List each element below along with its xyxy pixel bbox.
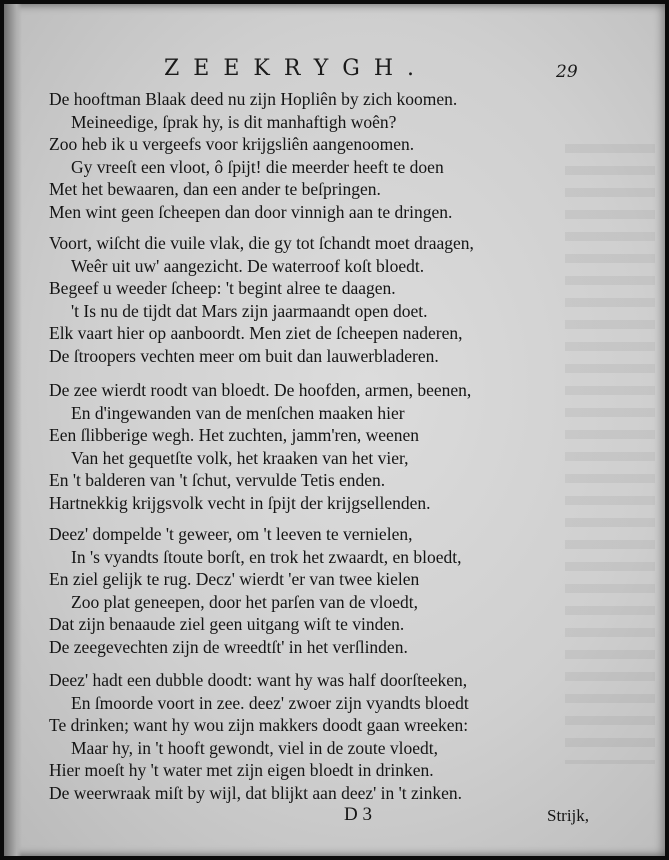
verse-line: Van het gequetſte volk, het kraaken van het vier, — [71, 447, 409, 468]
stanza-2 — [49, 232, 474, 368]
verse-line: Hartnekkig krijgsvolk vecht in ſpijt der krijgsellenden. — [49, 492, 431, 513]
verse-line: En ſmoorde voort in zee. deez' zwoer zijn vyandts bloedt — [71, 692, 469, 713]
signature-mark: D 3 — [344, 804, 372, 825]
verse-line: Deez' hadt een dubble doodt: want hy was half doorſteeken, — [49, 670, 468, 690]
catchword: Strijk, — [547, 806, 590, 825]
verse-line: Zoo plat geneepen, door het parſen van de vloedt, — [71, 591, 418, 612]
verse-line: Voort, wiſcht die vuile vlak, die gy tot ſchandt moet draagen, — [49, 233, 474, 253]
verse-line: Met het bewaaren, dan een ander te beſpringen. — [49, 179, 381, 200]
verse-line: Hier moeſt hy 't water met zijn eigen bloedt in drinken. — [49, 760, 434, 781]
verse-line: 't Is nu de tijdt dat Mars zijn jaarmaandt open doet. — [71, 300, 428, 321]
verse-line: Gy vreeſt een vloot, ô ſpijt! die meerder heeft te doen — [71, 156, 444, 177]
verse-line: Elk vaart hier op aanboordt. Men ziet de ſcheepen naderen, — [49, 323, 463, 344]
verse-line: Meineedige, ſprak hy, is dit manhaftigh woên? — [71, 111, 397, 132]
running-title: ZEEKRYGH. — [164, 56, 429, 81]
verse-line: De zee wierdt roodt van bloedt. De hoofden, armen, beenen, — [49, 380, 472, 400]
verse-line: In 's vyandts ſtoute borſt, en trok het zwaardt, en bloedt, — [71, 546, 462, 567]
verse-line: De weerwraak miſt by wijl, dat blijkt aan deez' in 't zinken. — [49, 782, 463, 803]
verse-line: En d'ingewanden van de menſchen maaken hier — [71, 402, 405, 423]
verse-line: Maar hy, in 't hooft gewondt, viel in de zoute vloedt, — [71, 737, 439, 758]
verse-line: De zeegevechten zijn de wreedtſt' in het verſlinden. — [49, 636, 408, 657]
verse-line: Een ſlibberige wegh. Het zuchten, jamm'ren, weenen — [49, 425, 420, 446]
verse-line: Te drinken; want hy wou zijn makkers doodt gaan wreeken: — [49, 715, 469, 736]
verse-line: Deez' dompelde 't geweer, om 't leeven te vernielen, — [49, 524, 413, 544]
page-number: 29 — [556, 62, 578, 82]
stanza-4 — [49, 523, 462, 659]
page-gutter-shadow — [4, 4, 22, 856]
stanza-3 — [49, 379, 471, 515]
verse-line: Begeef u weeder ſcheep: 't begint alree te daagen. — [49, 278, 396, 299]
verse-line: En 't balderen van 't ſchut, vervulde Tetis enden. — [49, 470, 386, 491]
stanza-1 — [49, 88, 457, 224]
verse-line: Weêr uit uw' aangezicht. De waterroof koſt bloedt. — [71, 255, 425, 276]
verse-line: De ſtroopers vechten meer om buit dan lauwerbladeren. — [49, 345, 439, 366]
book-page — [4, 4, 665, 856]
verse-line: En ziel gelijk te rug. Decz' wierdt 'er van twee kielen — [49, 569, 420, 590]
verse-line: De hooftman Blaak deed nu zijn Hopliên by zich koomen. — [49, 89, 458, 109]
stanza-5 — [49, 669, 469, 805]
verse-line: Dat zijn benaaude ziel geen uitgang wiſt te vinden. — [49, 614, 405, 635]
verse-line: Zoo heb ik u vergeefs voor krijgsliên aangenoomen. — [49, 134, 415, 155]
show-through-text — [565, 144, 655, 764]
verse-line: Men wint geen ſcheepen dan door vinnigh aan te dringen. — [49, 201, 453, 222]
